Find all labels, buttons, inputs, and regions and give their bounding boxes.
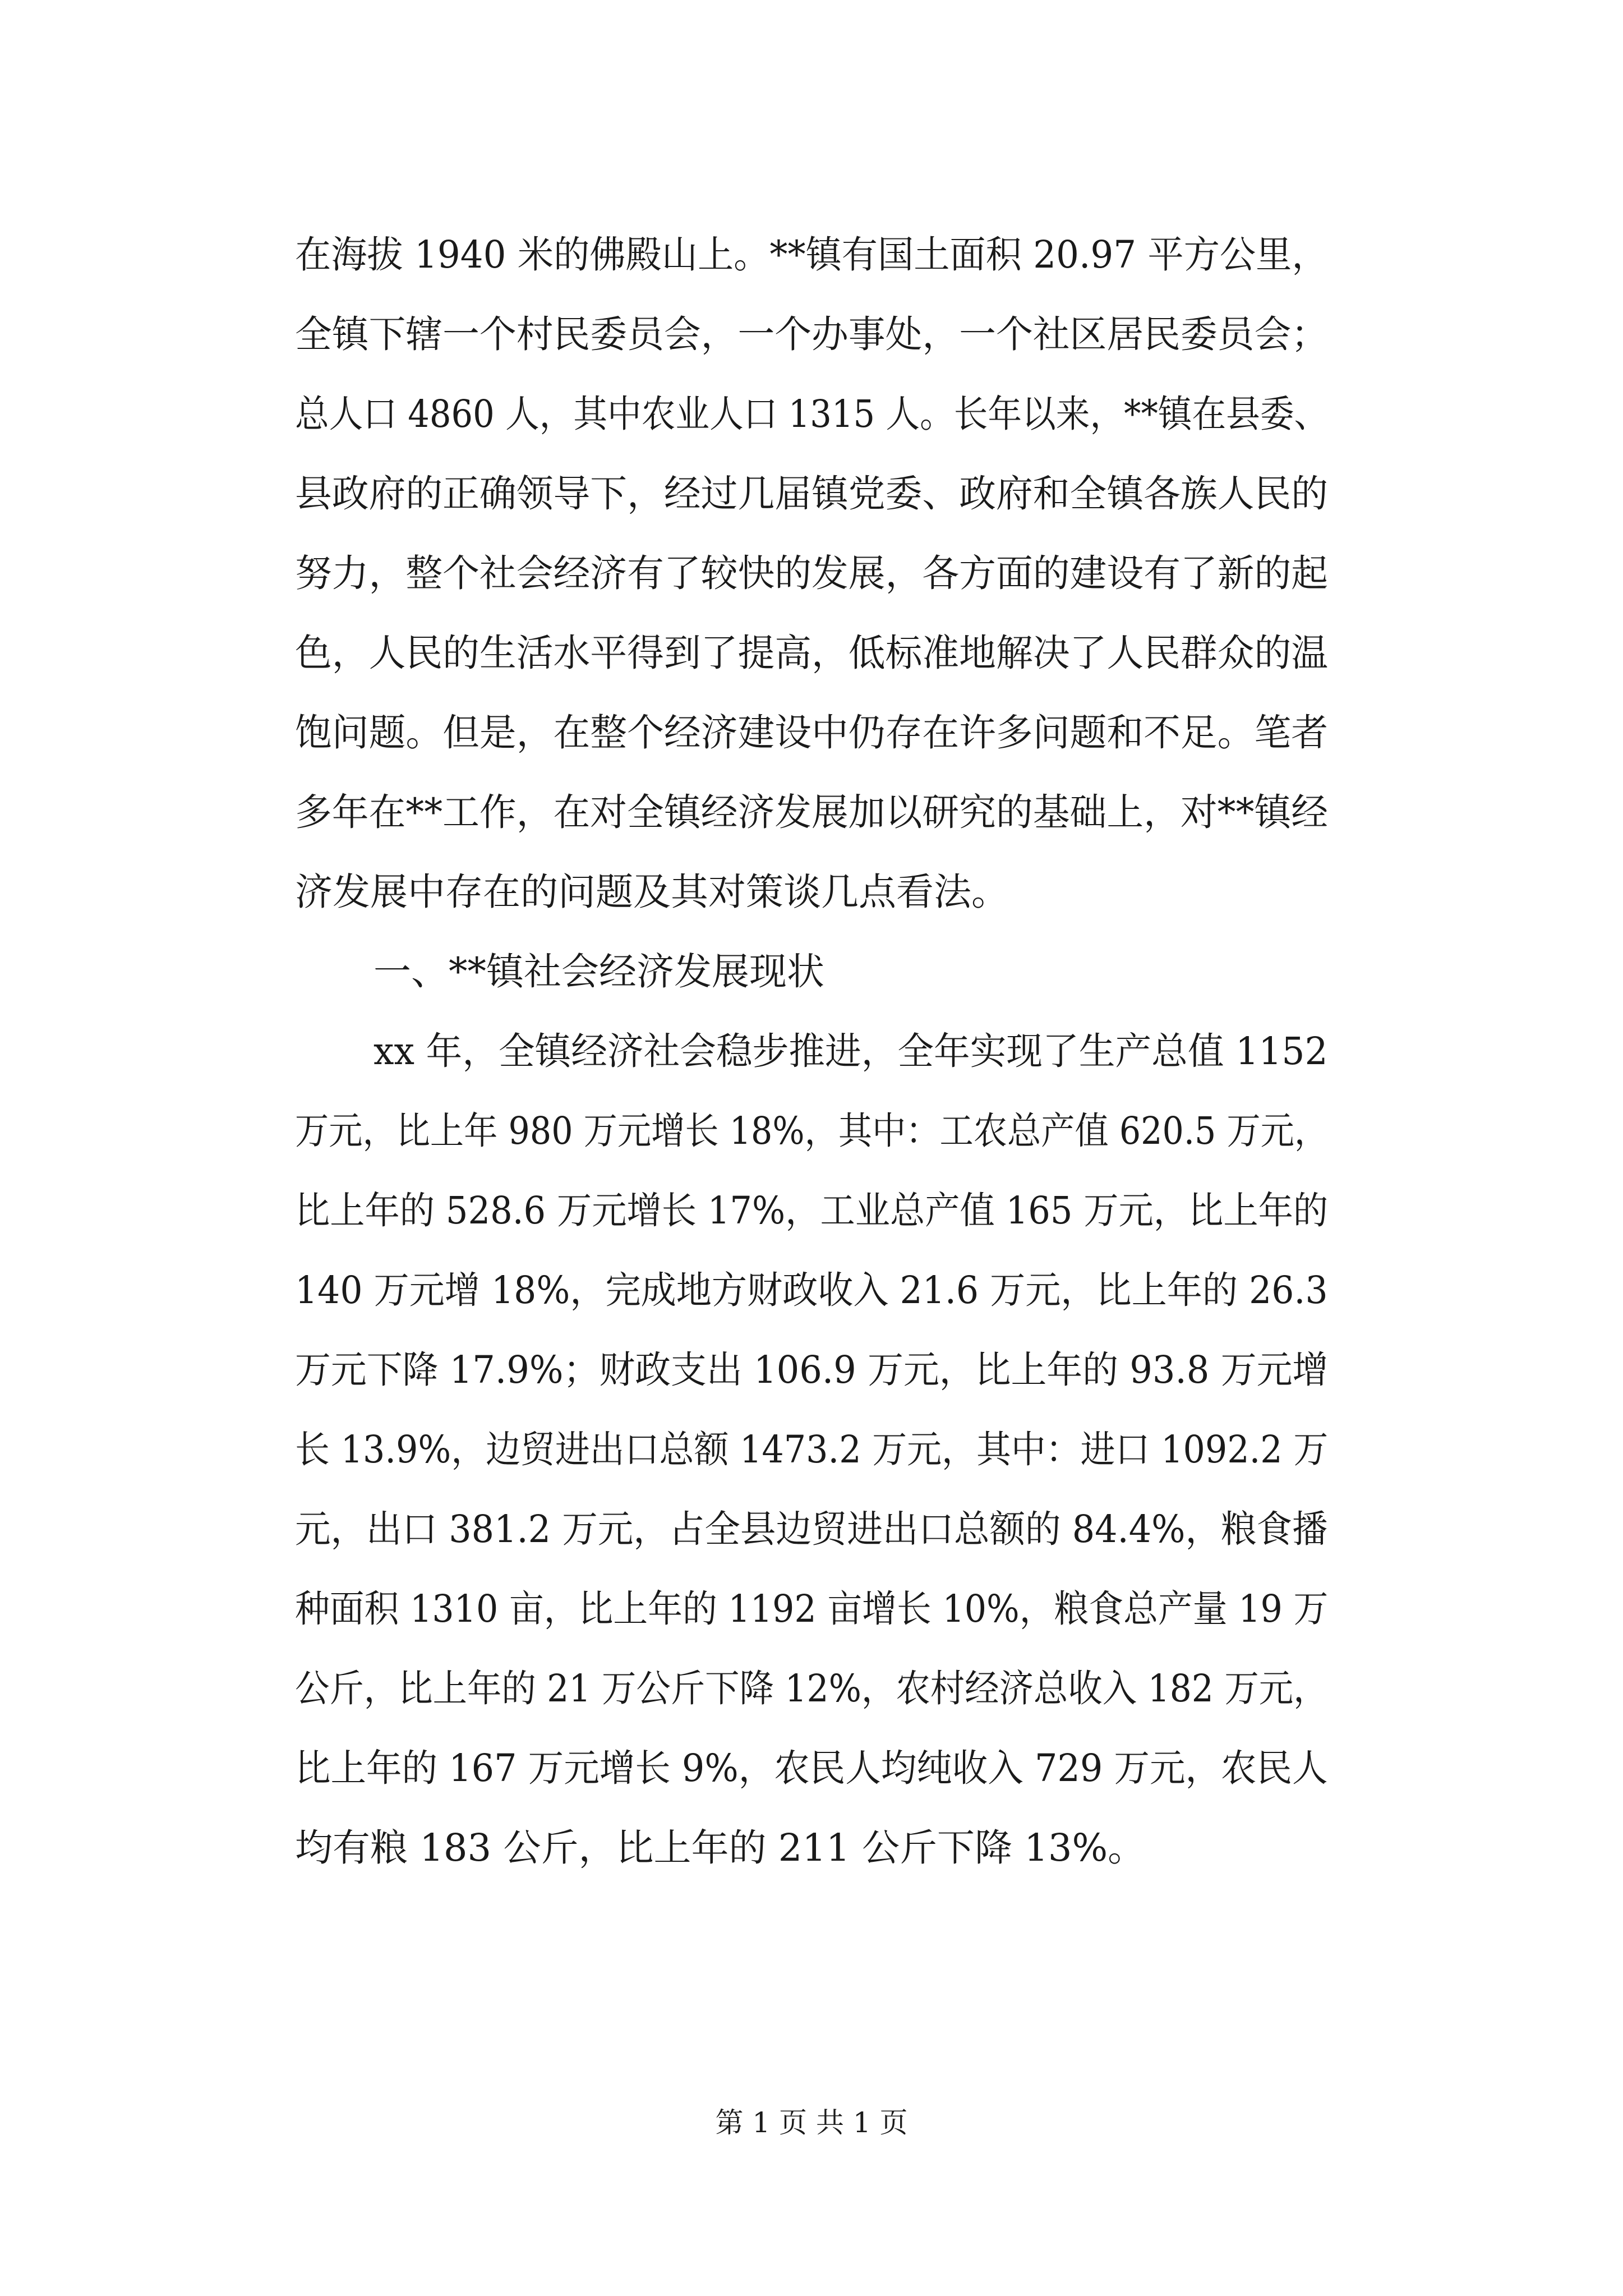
text-line: 济发展中存在的问题及其对策谈几点看法。 <box>295 870 1009 914</box>
text-line: 均有粮 183 公斤，比上年的 211 公斤下降 13%。 <box>295 1826 1146 1870</box>
text-line: 在海拔 1940 米的佛殿山上。**镇有国土面积 20.97 平方公里， <box>295 233 1328 277</box>
text-line: 努力，整个社会经济有了较快的发展，各方面的建设有了新的起 <box>295 551 1329 595</box>
text-line: 元，出口 381.2 万元，占全县边贸进出口总额的 84.4%，粮食播 <box>295 1507 1328 1551</box>
text-line: 县政府的正确领导下，经过几届镇党委、政府和全镇各族人民的 <box>295 472 1329 516</box>
text-line: 公斤，比上年的 21 万公斤下降 12%，农村经济总收入 182 万元， <box>295 1667 1328 1710</box>
text-line: 万元，比上年 980 万元增长 18%，其中：工农总产值 620.5 万元， <box>295 1109 1329 1153</box>
text-line: 长 13.9%，边贸进出口总额 1473.2 万元，其中：进口 1092.2 万 <box>295 1428 1329 1471</box>
text-line: 万元下降 17.9%；财政支出 106.9 万元，比上年的 93.8 万元增 <box>295 1348 1329 1392</box>
text-line: 比上年的 167 万元增长 9%，农民人均纯收入 729 万元，农民人 <box>295 1746 1328 1790</box>
text-line: 色，人民的生活水平得到了提高，低标准地解决了人民群众的温 <box>295 631 1329 675</box>
text-line: 全镇下辖一个村民委员会，一个办事处，一个社区居民委员会； <box>295 312 1329 356</box>
text-line: 多年在**工作，在对全镇经济发展加以研究的基础上，对**镇经 <box>295 790 1329 834</box>
text-line: 140 万元增 18%，完成地方财政收入 21.6 万元，比上年的 26.3 <box>295 1268 1328 1312</box>
section-heading: 一、**镇社会经济发展现状 <box>374 950 824 993</box>
text-line: 种面积 1310 亩，比上年的 1192 亩增长 10%，粮食总产量 19 万 <box>295 1587 1329 1631</box>
text-line: 比上年的 528.6 万元增长 17%，工业总产值 165 万元，比上年的 <box>295 1189 1329 1232</box>
text-line: 饱问题。但是，在整个经济建设中仍存在许多问题和不足。笔者 <box>295 711 1329 754</box>
text-line: xx 年，全镇经济社会稳步推进，全年实现了生产总值 1152 <box>374 1029 1328 1073</box>
text-line: 总人口 4860 人，其中农业人口 1315 人。长年以来，**镇在县委、 <box>295 392 1329 436</box>
page-footer: 第 1 页 共 1 页 <box>715 2106 908 2139</box>
